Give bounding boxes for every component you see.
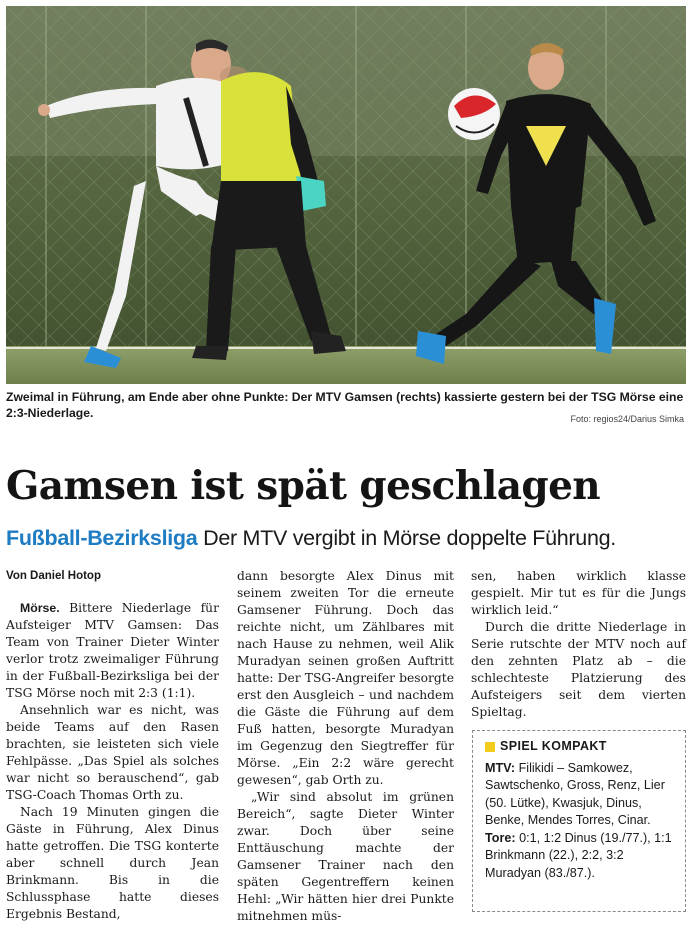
- paragraph: Ansehnlich war es nicht, was beide Teams auf den Rasen brachten, sie leisteten sich viele Fehlpässe. „Das Spiel als solches war nicht so berauschend“, gab TSG-Coach Thomas Orth zu.: [6, 703, 219, 802]
- section-kicker: Fußball-Bezirksliga: [6, 526, 198, 550]
- paragraph: Durch die dritte Niederlage in Serie rutschte der MTV noch auf den zehnten Platz ab – die schlechteste Platzierung des Aufsteigers seit dem vierten Spieltag.: [471, 620, 686, 719]
- photo-caption: Zweimal in Führung, am Ende aber ohne Punkte: Der MTV Gamsen (rechts) kassierte gestern bei der TSG Mörse eine 2:3-Niederlage.: [6, 390, 684, 420]
- football-match-photo-icon: [6, 6, 686, 384]
- dateline: Mörse.: [20, 601, 60, 615]
- lineup-label: MTV:: [485, 760, 516, 775]
- box-title: [485, 738, 675, 756]
- match-photo: [6, 6, 686, 384]
- article-headline: Gamsen ist spät geschlagen: [6, 463, 601, 509]
- photo-credit: Foto: regios24/Darius Simka: [570, 414, 684, 424]
- goals: [485, 830, 675, 883]
- byline: Von Daniel Hotop: [6, 570, 101, 582]
- paragraph: „Wir sind absolut im grünen Bereich“, sagte Dieter Winter zwar. Doch über seine Enttäuschung machte der Gamsener Trainer nach den späten Gegentreffern keinen Hehl: „Wir hätten hier drei Punkte mitnehmen müs-: [237, 790, 454, 923]
- paragraph-text: Bittere Niederlage für Aufsteiger MTV Gamsen: Das Team von Trainer Dieter Winter verlor trotz zweimaliger Führung in der Fußball-Bezirksliga bei der TSG Mörse noch mit 2:3 (1:1).: [6, 601, 219, 700]
- paragraph: [6, 600, 219, 702]
- paragraph: sen, haben wirklich klasse gespielt. Mir tut es für die Jungs wirklich leid.“: [471, 569, 686, 617]
- lineup-text: Filikidi – Samkowez, Sawtschenko, Gross, Renz, Lier (50. Lütke), Kwasjuk, Dinus, Benke, Mendes Torres, Cinar.: [485, 760, 665, 827]
- article-column-1: [6, 568, 219, 923]
- lineup: [485, 760, 675, 830]
- box-title-text: SPIEL KOMPAKT: [500, 739, 607, 753]
- paragraph: dann besorgte Alex Dinus mit seinem zweiten Tor die erneute Gamsener Führung. Doch das reichte nicht, um Zählbares mit nach Hause zu nehmen, weil Alik Muradyan seinen großen Auftritt hatte: Der TSG-Angreifer besorgte erst den Ausgleich – und nachdem die Gäste die Führung auf dem Fuß hatten, besorgte Muradyan im Gegenzug den Siegtreffer für Mörse. „Ein 2:2 wäre gerecht gewesen“, gab Orth zu.: [237, 569, 454, 787]
- article-subline: [6, 523, 688, 553]
- article-column-2: [237, 568, 454, 925]
- goals-text: 0:1, 1:2 Dinus (19./77.), 1:1 Brinkmann (22.), 2:2, 3:2 Muradyan (83./87.).: [485, 830, 672, 880]
- goals-label: Tore:: [485, 830, 516, 845]
- paragraph: Nach 19 Minuten gingen die Gäste in Führung, Alex Dinus hatte getroffen. Die TSG konterte aber schnell durch Jean Brinkmann. Bis in die Schlussphase hatte dieses Ergebnis Bestand,: [6, 805, 219, 921]
- article-column-3: [471, 568, 686, 721]
- square-icon: [485, 742, 495, 752]
- match-summary-box: [472, 730, 686, 912]
- subline-text: Der MTV vergibt in Mörse doppelte Führung.: [203, 526, 616, 550]
